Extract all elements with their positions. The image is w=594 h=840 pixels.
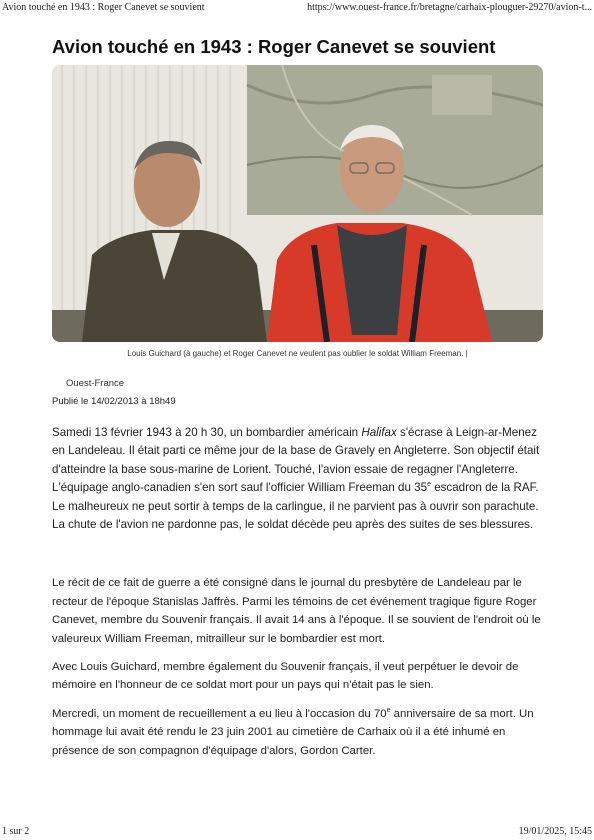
article-body — [52, 424, 544, 760]
print-header-title: Avion touché en 1943 : Roger Canevet se souvient — [2, 2, 205, 13]
print-header-url[interactable]: https://www.ouest-france.fr/bretagne/carhaix-plouguer-29270/avion-t... — [307, 2, 592, 13]
paragraph-1: Samedi 13 février 1943 à 20 h 30, un bombardier américain Halifax s'écrase à Leign-ar-Menez en Landeleau. Il était parti ce même jour de la base de Gravely en Angleterre. Son objectif était d'atteindre la base sous-marine de Lorient. Touché, l'avion essaie de regagner l'Angleterre. L'équipage anglo-canadien s'en sort sauf l'officier William Freeman du 35e escadron de la RAF. Le malheureux ne peut sortir à temps de la carlingue, il ne parvient pas à ouvrir son parachute. La chute de l'avion ne pardonne pas, le soldat décède peu après des suites de ses blessures. — [52, 426, 540, 532]
print-footer — [2, 826, 592, 838]
aircraft-name: Halifax — [361, 426, 397, 439]
publication-date: Publié le 14/02/2013 à 18h49 — [52, 396, 176, 407]
paragraph-3: Avec Louis Guichard, membre également du Souvenir français, il veut perpétuer le devoir de mémoire en l'honneur de ce soldat mort pour un pays qui n'était pas le sien. — [52, 661, 519, 692]
print-datetime: 19/01/2025, 15:45 — [518, 826, 592, 837]
article-source: Ouest-France — [66, 378, 125, 389]
page-number: 1 sur 2 — [2, 826, 30, 837]
article-photo — [52, 65, 543, 342]
print-header — [2, 2, 592, 14]
article-title: Avion touché en 1943 : Roger Canevet se souvient — [52, 36, 496, 57]
paragraph-2: Le récit de ce fait de guerre a été consigné dans le journal du presbytère de Landeleau par le recteur de l'époque Stanislas Jaffrès. Parmi les témoins de cet événement tragique figure Roger Canevet, membre du Souvenir français. Il avait 14 ans à l'époque. Il se souvient de l'endroit où le valeureux William Freeman, mitrailleur sur le bombardier est mort. — [52, 577, 541, 645]
photo-caption: Louis Guichard (à gauche) et Roger Canevet ne veulent pas oublier le soldat William Freeman. | — [127, 349, 468, 358]
paragraph-4: Mercredi, un moment de recueillement a eu lieu à l'occasion du 70e anniversaire de sa mort. Un hommage lui avait été rendu le 23 juin 2001 au cimetière de Carhaix où il a été inhumé en présence de son compagnon d'équipage d'alors, Gordon Carter. — [52, 707, 534, 757]
